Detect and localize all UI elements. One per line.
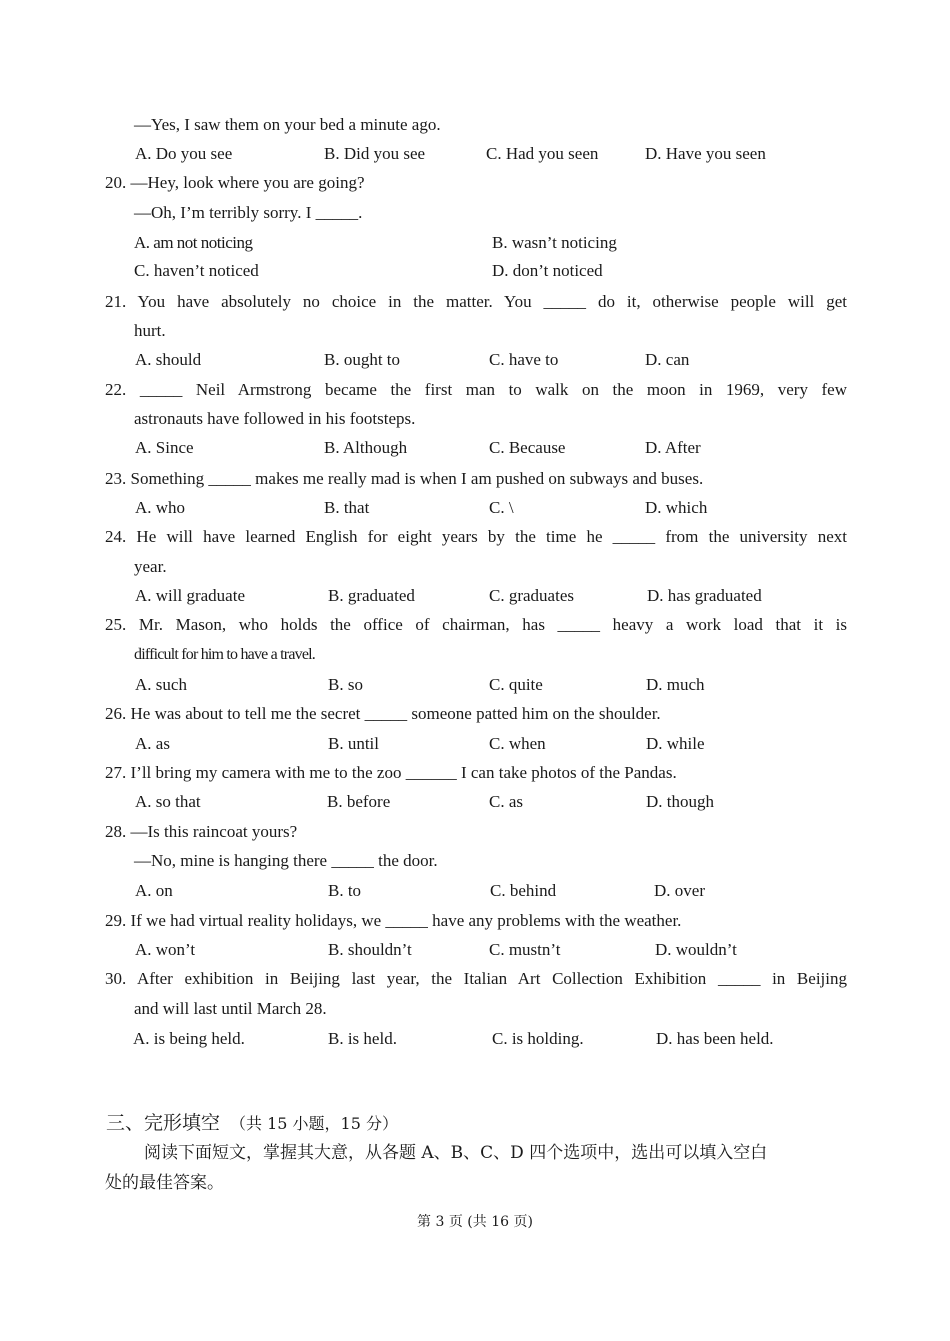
- section-instruction-line1: 阅读下面短文，掌握其大意，从各题 A、B、C、D 四个选项中，选出可以填入空白: [144, 1143, 768, 1163]
- section-instruction-line2: 处的最佳答案。: [105, 1173, 224, 1193]
- q20-option-a: A. am not noticing: [134, 233, 253, 252]
- q21-option-a: A. should: [135, 350, 202, 369]
- q21-stem-cont: hurt.: [134, 321, 166, 340]
- q27-stem: 27. I’ll bring my camera with me to the zoo ______ I can take photos of the Pandas.: [105, 763, 677, 782]
- q28-stem: 28. —Is this raincoat yours?: [105, 822, 298, 841]
- section-title: [106, 1110, 398, 1137]
- q28-option-a: A. on: [135, 881, 173, 900]
- q19-answer-line: —Yes, I saw them on your bed a minute ago.: [134, 115, 441, 134]
- q22-option-c: C. Because: [489, 438, 566, 457]
- q20-reply: —Oh, I’m terribly sorry. I _____.: [134, 203, 363, 222]
- q26-option-b: B. until: [328, 734, 380, 753]
- q20-option-c: C. haven’t noticed: [134, 261, 259, 280]
- q23-stem: 23. Something _____ makes me really mad is when I am pushed on subways and buses.: [105, 469, 704, 488]
- q21-stem: 21. You have absolutely no choice in the matter. You _____ do it, otherwise people will get: [105, 292, 847, 311]
- q20-stem: 20. —Hey, look where you are going?: [105, 173, 365, 192]
- q19-option-b: B. Did you see: [324, 144, 426, 163]
- q30-option-b: B. is held.: [328, 1029, 397, 1048]
- q25-stem-cont: difficult for him to have a travel.: [134, 646, 315, 663]
- q30-option-a: A. is being held.: [133, 1029, 245, 1048]
- q23-option-d: D. which: [645, 498, 708, 517]
- q24-stem-cont: year.: [134, 557, 167, 576]
- q24-option-b: B. graduated: [328, 586, 415, 605]
- q24-option-a: A. will graduate: [135, 586, 245, 605]
- q25-option-a: A. such: [135, 675, 187, 694]
- q27-option-d: D. though: [646, 792, 714, 811]
- q29-option-d: D. wouldn’t: [655, 940, 737, 959]
- q24-option-d: D. has graduated: [647, 586, 762, 605]
- q19-option-d: D. Have you seen: [645, 144, 766, 163]
- q25-option-c: C. quite: [489, 675, 543, 694]
- q23-option-b: B. that: [324, 498, 370, 517]
- q27-option-c: C. as: [489, 792, 523, 811]
- q20-option-b: B. wasn’t noticing: [492, 233, 617, 252]
- q26-option-c: C. when: [489, 734, 546, 753]
- section-title-text: 三、完形填空: [106, 1112, 221, 1134]
- q29-option-b: B. shouldn’t: [328, 940, 412, 959]
- q26-stem: 26. He was about to tell me the secret _____ someone patted him on the shoulder.: [105, 704, 661, 723]
- q20-option-d: D. don’t noticed: [492, 261, 603, 280]
- q28-option-b: B. to: [328, 881, 362, 900]
- q25-option-d: D. much: [646, 675, 705, 694]
- q30-option-c: C. is holding.: [492, 1029, 584, 1048]
- q24-stem: 24. He will have learned English for eight years by the time he _____ from the university next: [105, 527, 847, 546]
- q22-option-b: B. Although: [324, 438, 408, 457]
- q21-option-c: C. have to: [489, 350, 559, 369]
- q30-option-d: D. has been held.: [656, 1029, 774, 1048]
- page-number: 第 3 页 (共 16 页): [417, 1214, 533, 1230]
- q25-option-b: B. so: [328, 675, 363, 694]
- q30-stem: 30. After exhibition in Beijing last year, the Italian Art Collection Exhibition _____ in Beijing: [105, 969, 847, 988]
- q22-option-a: A. Since: [135, 438, 194, 457]
- q28-option-c: C. behind: [490, 881, 557, 900]
- q23-option-c: C. \: [489, 498, 514, 517]
- q22-stem-cont: astronauts have followed in his footsteps.: [134, 409, 416, 428]
- q19-option-c: C. Had you seen: [486, 144, 599, 163]
- q26-option-a: A. as: [135, 734, 170, 753]
- q22-stem: 22. _____ Neil Armstrong became the first man to walk on the moon in 1969, very few: [105, 380, 847, 399]
- q28-reply: —No, mine is hanging there _____ the door.: [134, 851, 438, 870]
- q29-stem: 29. If we had virtual reality holidays, we _____ have any problems with the weather.: [105, 911, 682, 930]
- q22-option-d: D. After: [645, 438, 701, 457]
- q28-option-d: D. over: [654, 881, 705, 900]
- q29-option-c: C. mustn’t: [489, 940, 561, 959]
- q21-option-d: D. can: [645, 350, 690, 369]
- q26-option-d: D. while: [646, 734, 705, 753]
- q27-option-b: B. before: [327, 792, 391, 811]
- q27-option-a: A. so that: [135, 792, 201, 811]
- q29-option-a: A. won’t: [135, 940, 196, 959]
- q30-stem-cont: and will last until March 28.: [134, 999, 327, 1018]
- q23-option-a: A. who: [135, 498, 186, 517]
- q24-option-c: C. graduates: [489, 586, 574, 605]
- q21-option-b: B. ought to: [324, 350, 401, 369]
- q19-option-a: A. Do you see: [135, 144, 233, 163]
- section-subtitle: （共 15 小题，15 分）: [230, 1114, 398, 1133]
- q25-stem: 25. Mr. Mason, who holds the office of chairman, has _____ heavy a work load that it is: [105, 615, 847, 634]
